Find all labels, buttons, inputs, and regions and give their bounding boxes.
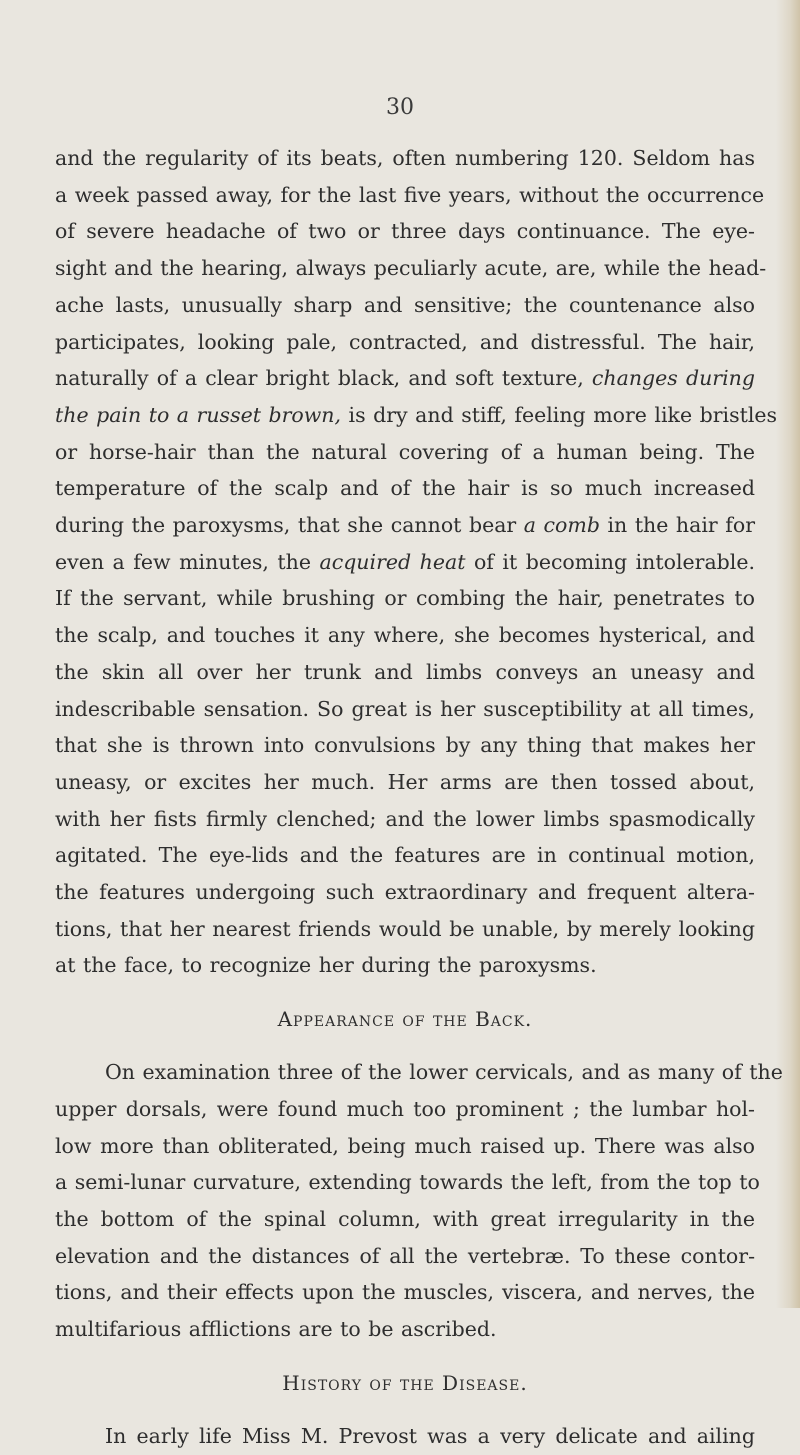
text-line: at the face, to recognize her during the paroxysms. [55,953,597,978]
text-line: multifarious afflictions are to be ascribed. [55,1317,497,1342]
text-line: a week passed away, for the last five years, without the occurrence [55,182,765,207]
text-line: a semi-lunar curvature, extending towards the left, from the top to [55,1170,760,1195]
text-segment: even a few minutes, the [55,549,320,574]
text-line: upper dorsals, were found much too prominent ; the lumbar hol- [55,1096,755,1121]
text-line: On examination three of the lower cervicals, and as many of the [105,1060,783,1085]
text-line: that she is thrown into convulsions by any thing that makes her [55,733,755,758]
italic-phrase: the pain to a russet brown, [55,402,342,427]
italic-phrase: a comb [523,513,600,538]
page-number: 30 [386,95,414,120]
text-line: the features undergoing such extraordinary and frequent altera- [55,880,755,905]
text-line: elevation and the distances of all the vertebræ. To these contor- [55,1243,755,1268]
text-line: participates, looking pale, contracted, and distressful. The hair, [55,329,755,354]
text-line [55,544,755,581]
text-line: low more than obliterated, being much raised up. There was also [55,1133,755,1158]
text-segment: during the paroxysms, that she cannot bear [55,513,524,538]
text-segment: naturally of a clear bright black, and soft texture, [55,366,592,391]
text-line [55,397,778,434]
text-line: with her fists firmly clenched; and the lower limbs spasmodically [55,806,755,831]
paragraph-history [55,1418,755,1455]
text-body [55,140,783,1455]
text-line: tions, that her nearest friends would be unable, by merely looking [55,916,755,941]
text-line: indescribable sensation. So great is her susceptibility at all times, [55,696,755,721]
text-line: In early life Miss M. Prevost was a very delicate and ailing [105,1423,755,1448]
paragraph-symptoms [55,140,778,984]
text-line: the scalp, and touches it any where, she becomes hysterical, and [55,623,755,648]
text-line: and the regularity of its beats, often numbering 120. Seldom has [55,146,755,170]
text-line: temperature of the scalp and of the hair is so much increased [55,476,755,501]
text-segment: in the hair for [599,513,755,538]
text-line: If the servant, while brushing or combing the hair, penetrates to [55,586,755,611]
text-line: uneasy, or excites her much. Her arms are then tossed about, [55,769,755,794]
text-line [55,507,755,544]
text-segment: is dry and stiff, feeling more like bristles [341,402,778,427]
section-heading-history: History of the Disease. [282,1370,528,1395]
text-line: ache lasts, unusually sharp and sensitive; the countenance also [55,292,755,317]
italic-phrase: changes during [591,366,755,391]
italic-phrase: acquired heat [319,549,466,574]
text-line: the bottom of the spinal column, with great irregularity in the [55,1206,755,1231]
text-line: or horse-hair than the natural covering of a human being. The [55,439,755,464]
text-line: sight and the hearing, always peculiarly acute, are, while the head- [55,256,767,281]
paragraph-back [55,1054,783,1348]
page-edge [776,0,800,1308]
section-heading-appearance: Appearance of the Back. [277,1007,533,1032]
text-segment: of it becoming intolerable. [465,549,755,574]
text-line: the skin all over her trunk and limbs conveys an uneasy and [55,659,755,684]
text-line: of severe headache of two or three days continuance. The eye- [55,219,755,244]
text-line: agitated. The eye-lids and the features are in continual motion, [55,843,755,868]
text-line: tions, and their effects upon the muscles, viscera, and nerves, the [55,1280,755,1305]
text-line [55,360,755,397]
